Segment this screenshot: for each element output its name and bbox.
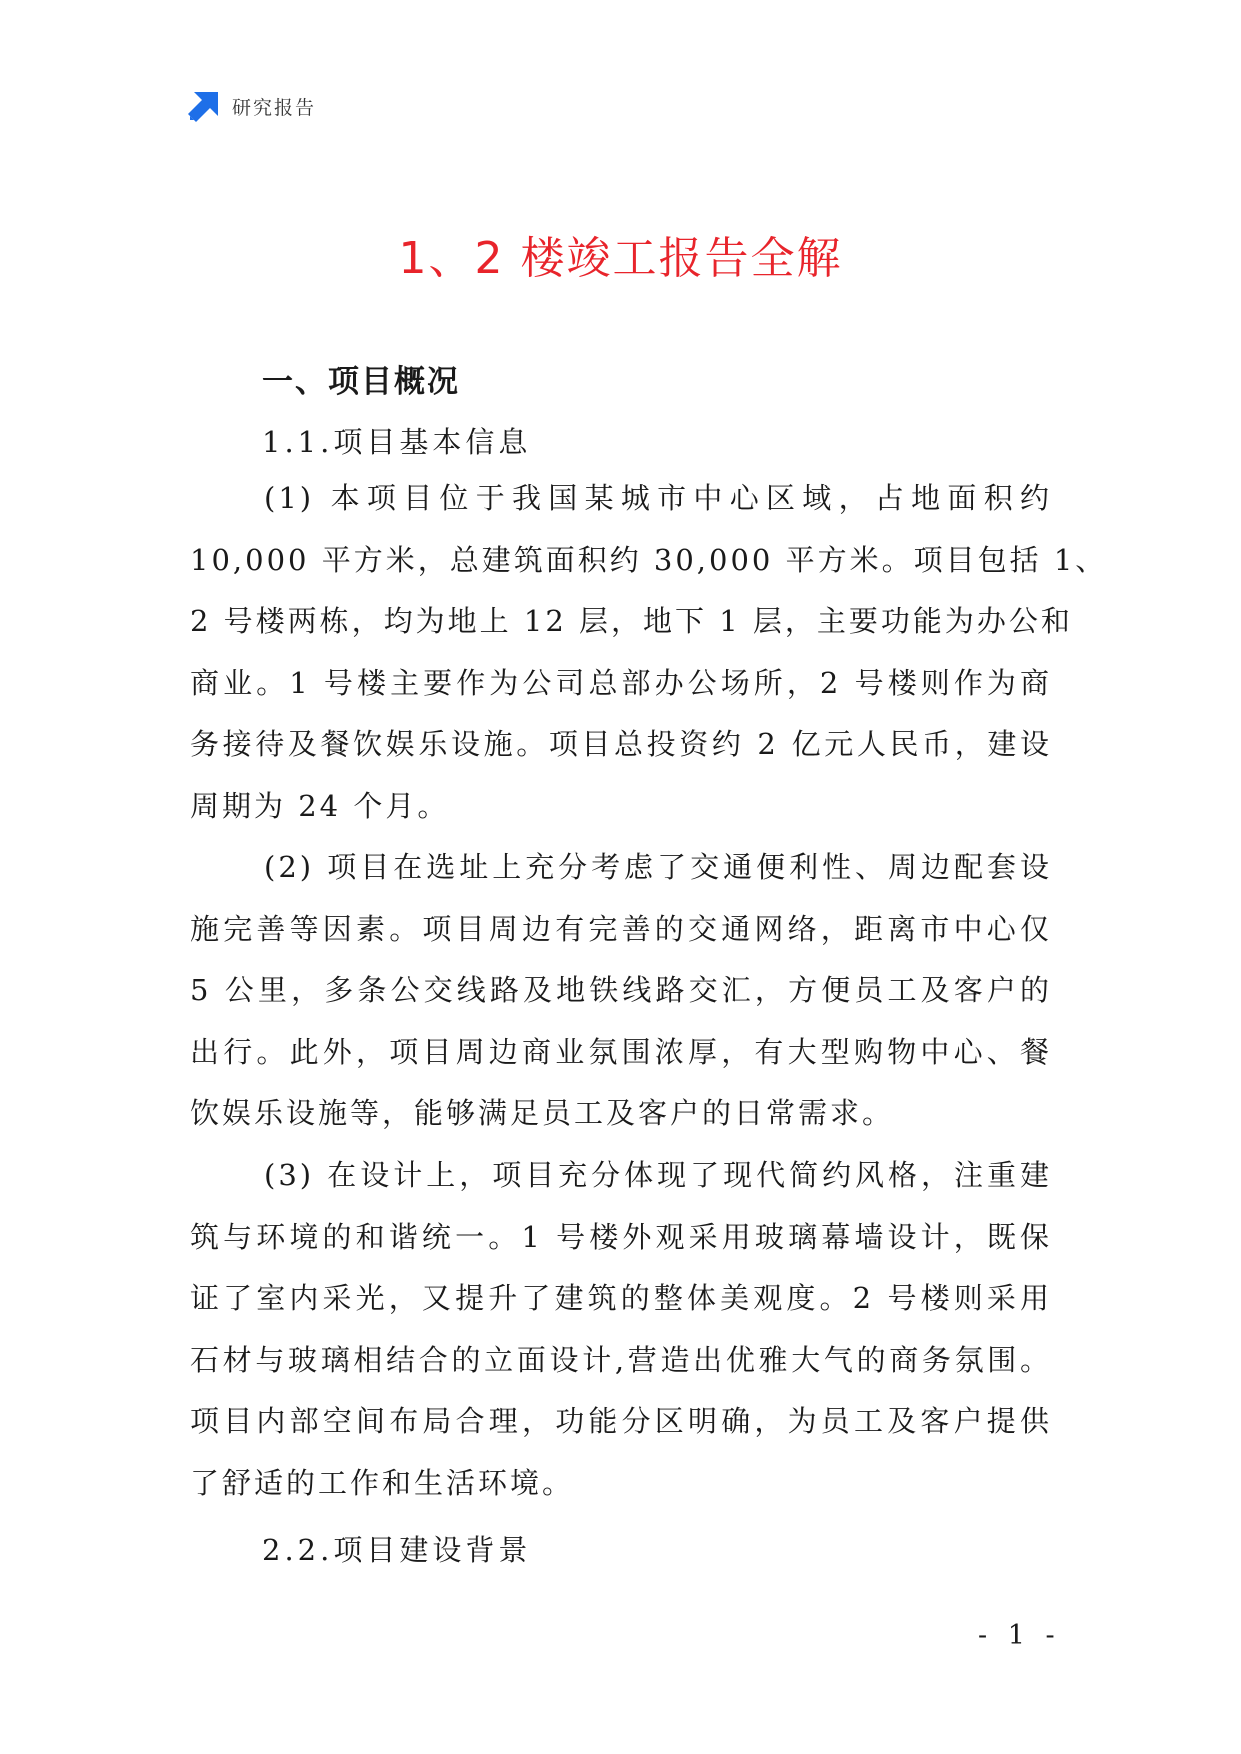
- paragraph-line: 筑与环境的和谐统一。1 号楼外观采用玻璃幕墙设计，既保: [190, 1219, 1052, 1254]
- paragraph-line: 2 号楼两栋，均为地上 12 层，地下 1 层，主要功能为办公和: [190, 604, 1073, 638]
- paragraph-line: (3) 在设计上，项目充分体现了现代简约风格，注重建: [264, 1158, 1052, 1192]
- subsection-heading-background: 2.2.项目建设背景: [262, 1533, 532, 1567]
- paragraph-line: 施完善等因素。项目周边有完善的交通网络，距离市中心仅: [190, 911, 1052, 946]
- paragraph-line: (2) 项目在选址上充分考虑了交通便利性、周边配套设: [264, 850, 1052, 884]
- section-heading-overview: 一、项目概况: [262, 364, 460, 400]
- paragraph-line: 5 公里，多条公交线路及地铁线路交汇，方便员工及客户的: [190, 973, 1052, 1007]
- paragraph-line: 石材与玻璃相结合的立面设计,营造出优雅大气的商务氛围。: [190, 1342, 1052, 1377]
- paragraph-3: [190, 1145, 1052, 1514]
- paragraph-line: (1) 本项目位于我国某城市中心区域，占地面积约: [264, 481, 1052, 515]
- paragraph-line: 出行。此外，项目周边商业氛围浓厚，有大型购物中心、餐: [190, 1034, 1052, 1069]
- paragraph-line: 饮娱乐设施等，能够满足员工及客户的日常需求。: [190, 1096, 895, 1130]
- page-header: [188, 90, 316, 122]
- paragraph-2: [190, 837, 1052, 1145]
- paragraph-line: 务接待及餐饮娱乐设施。项目总投资约 2 亿元人民币，建设: [190, 727, 1052, 761]
- document-title: 1、2 楼竣工报告全解: [398, 233, 843, 284]
- subsection-heading-basic-info: 1.1.项目基本信息: [262, 425, 532, 459]
- arrow-up-right-icon: [188, 90, 220, 122]
- paragraph-line: 了舒适的工作和生活环境。: [190, 1465, 575, 1500]
- paragraph-1: [190, 468, 1108, 837]
- paragraph-line: 周期为 24 个月。: [190, 788, 450, 823]
- header-label: 研究报告: [232, 96, 317, 119]
- paragraph-line: 证了室内采光，又提升了建筑的整体美观度。2 号楼则采用: [190, 1281, 1052, 1315]
- paragraph-line: 10,000 平方米，总建筑面积约 30,000 平方米。项目包括 1、: [190, 542, 1108, 577]
- paragraph-line: 项目内部空间布局合理，功能分区明确，为员工及客户提供: [190, 1404, 1052, 1438]
- page-number: - 1 -: [978, 1620, 1061, 1651]
- paragraph-line: 商业。1 号楼主要作为公司总部办公场所，2 号楼则作为商: [190, 665, 1052, 700]
